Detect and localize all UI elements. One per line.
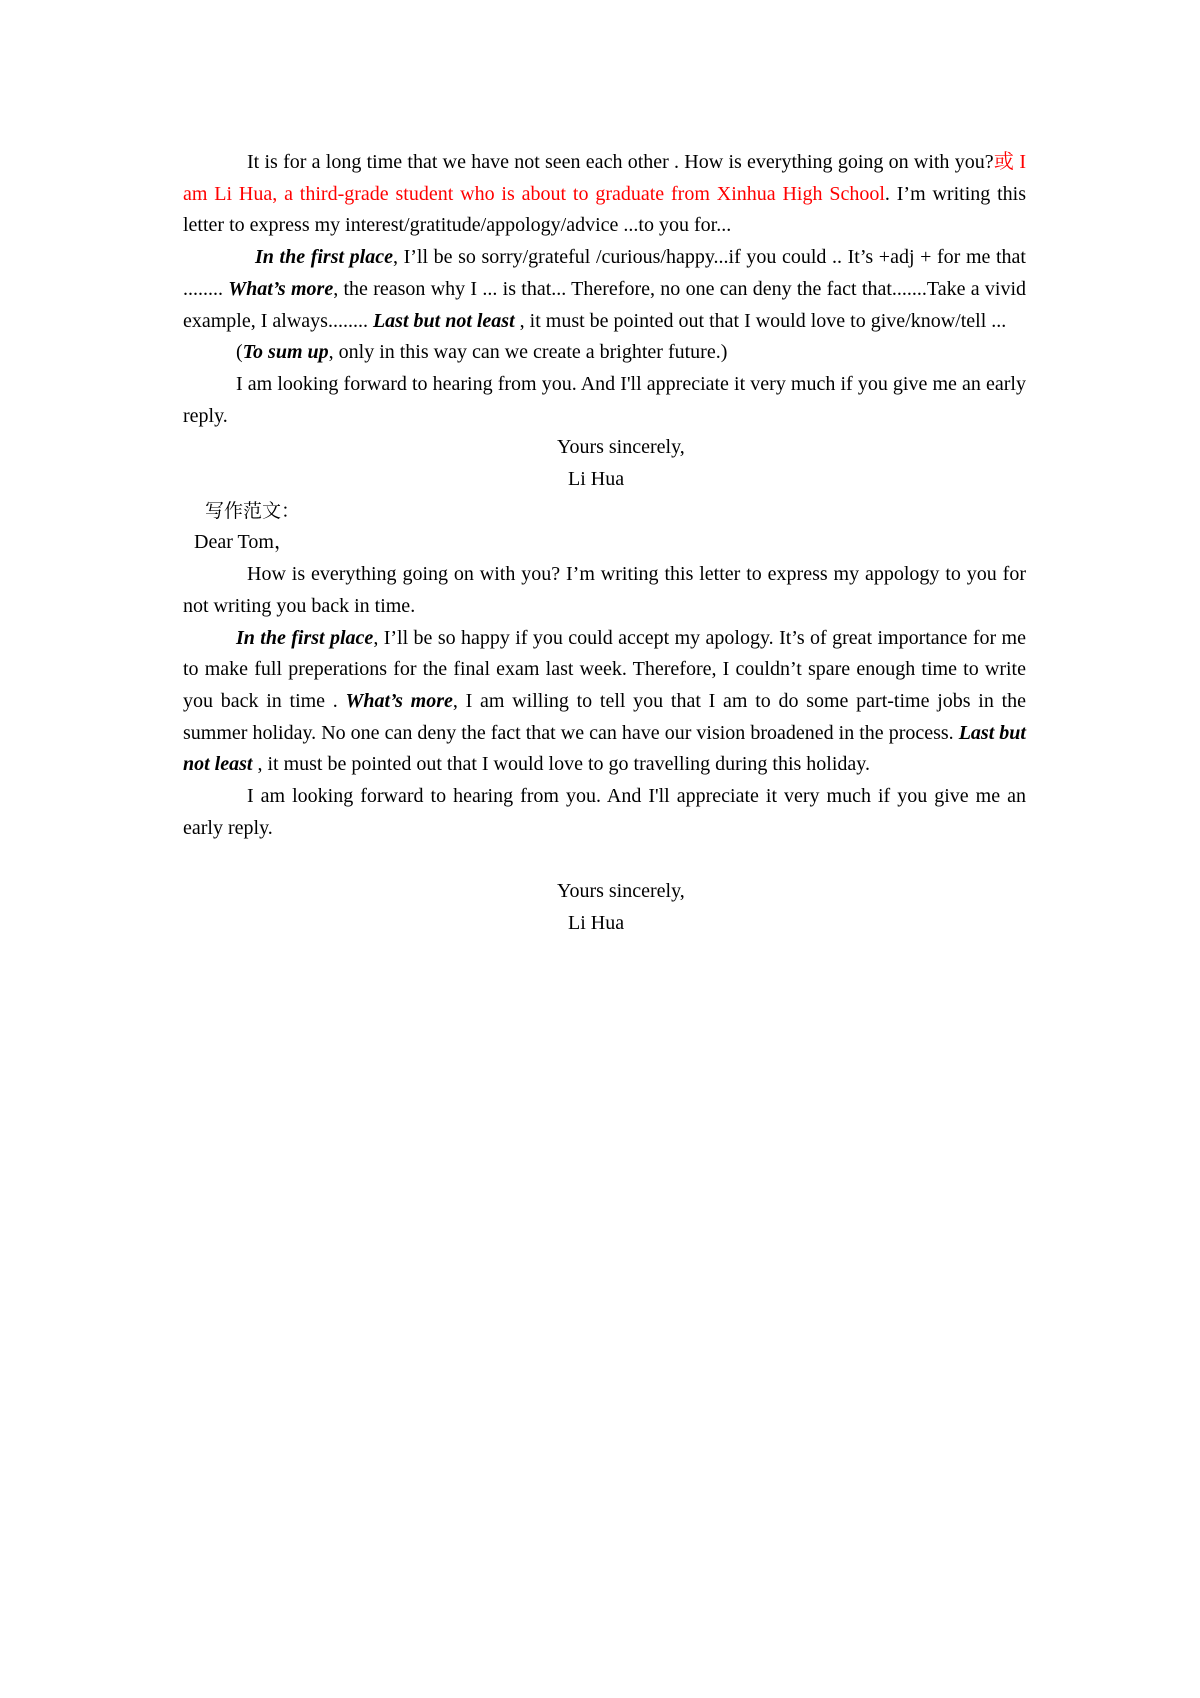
sample-paragraph-opening: How is everything going on with you? I’m writing this letter to express my appology to you for not writing you back in time. — [183, 563, 1026, 617]
sample-phrase-first-place: In the first place — [236, 626, 374, 649]
sample-body-text-2: , I am willing to tell you that I am to do some part-time jobs in the summer holiday. No one can deny the fact that we can have our vision broadened in the process. — [183, 689, 1027, 744]
template-signature: Li Hua — [568, 468, 625, 491]
template-paragraph-closing: I am looking forward to hearing from you. And I'll appreciate it very much if you give me an early reply. — [183, 372, 1026, 427]
sample-paragraph-body — [183, 623, 1026, 782]
sample-phrase-whats-more: What’s more — [345, 689, 453, 712]
template-phrase-first-place: In the first place — [255, 246, 393, 269]
sample-body-text-3: , it must be pointed out that I would love to go travelling during this holiday. — [252, 753, 870, 776]
sample-phrase-last-but-not-least: Last but not least — [183, 721, 1026, 776]
template-phrase-to-sum-up: To sum up — [242, 341, 329, 364]
template-paragraph-summary — [183, 337, 1026, 369]
template-phrase-whats-more: What’s more — [228, 277, 334, 300]
template-purpose-text: . I’m writing this letter to express my interest/gratitude/appology/advice ...to you for... — [183, 182, 1026, 237]
template-body-text-2: , the reason why I ... is that... Therefore, no one can deny the fact that.......Take a vivid example, I always........ — [183, 277, 1027, 332]
template-opening-text: It is for a long time that we have not seen each other . How is everything going on with you? — [247, 151, 994, 173]
template-body-text-3: , it must be pointed out that I would love to give/know/tell ... — [514, 309, 1007, 332]
template-summary-text: , only in this way can we create a brighter future.) — [328, 341, 728, 364]
sample-essay-label: 写作范文： — [205, 499, 301, 522]
template-summary-open-paren: ( — [236, 341, 243, 364]
spacer — [183, 844, 1026, 876]
sample-paragraph-closing: I am looking forward to hearing from you. And I'll appreciate it very much if you give me an early reply. — [183, 785, 1026, 839]
template-paragraph-body — [183, 242, 1026, 337]
template-paragraph-opening — [183, 147, 1026, 242]
template-closing: Yours sincerely, — [557, 436, 685, 459]
sample-greeting: Dear Tom， — [194, 531, 294, 554]
sample-signature: Li Hua — [568, 911, 625, 934]
template-body-text-1: , I’ll be so sorry/grateful /curious/happy...if you could .. It’s +adj + for me that ........ — [183, 246, 1026, 300]
sample-body-text-1: , I’ll be so happy if you could accept my apology. It’s of great importance for me to make full preperations for the final exam last week. Therefore, I couldn’t spare enough time to write you back in time . — [183, 626, 1026, 712]
template-alternative-red-text: 或 I am Li Hua, a third-grade student who is about to graduate from Xinhua High School — [183, 151, 1027, 205]
document-page — [183, 147, 1026, 940]
sample-closing: Yours sincerely, — [557, 880, 685, 903]
template-phrase-last-but-not-least: Last but not least — [372, 309, 515, 332]
